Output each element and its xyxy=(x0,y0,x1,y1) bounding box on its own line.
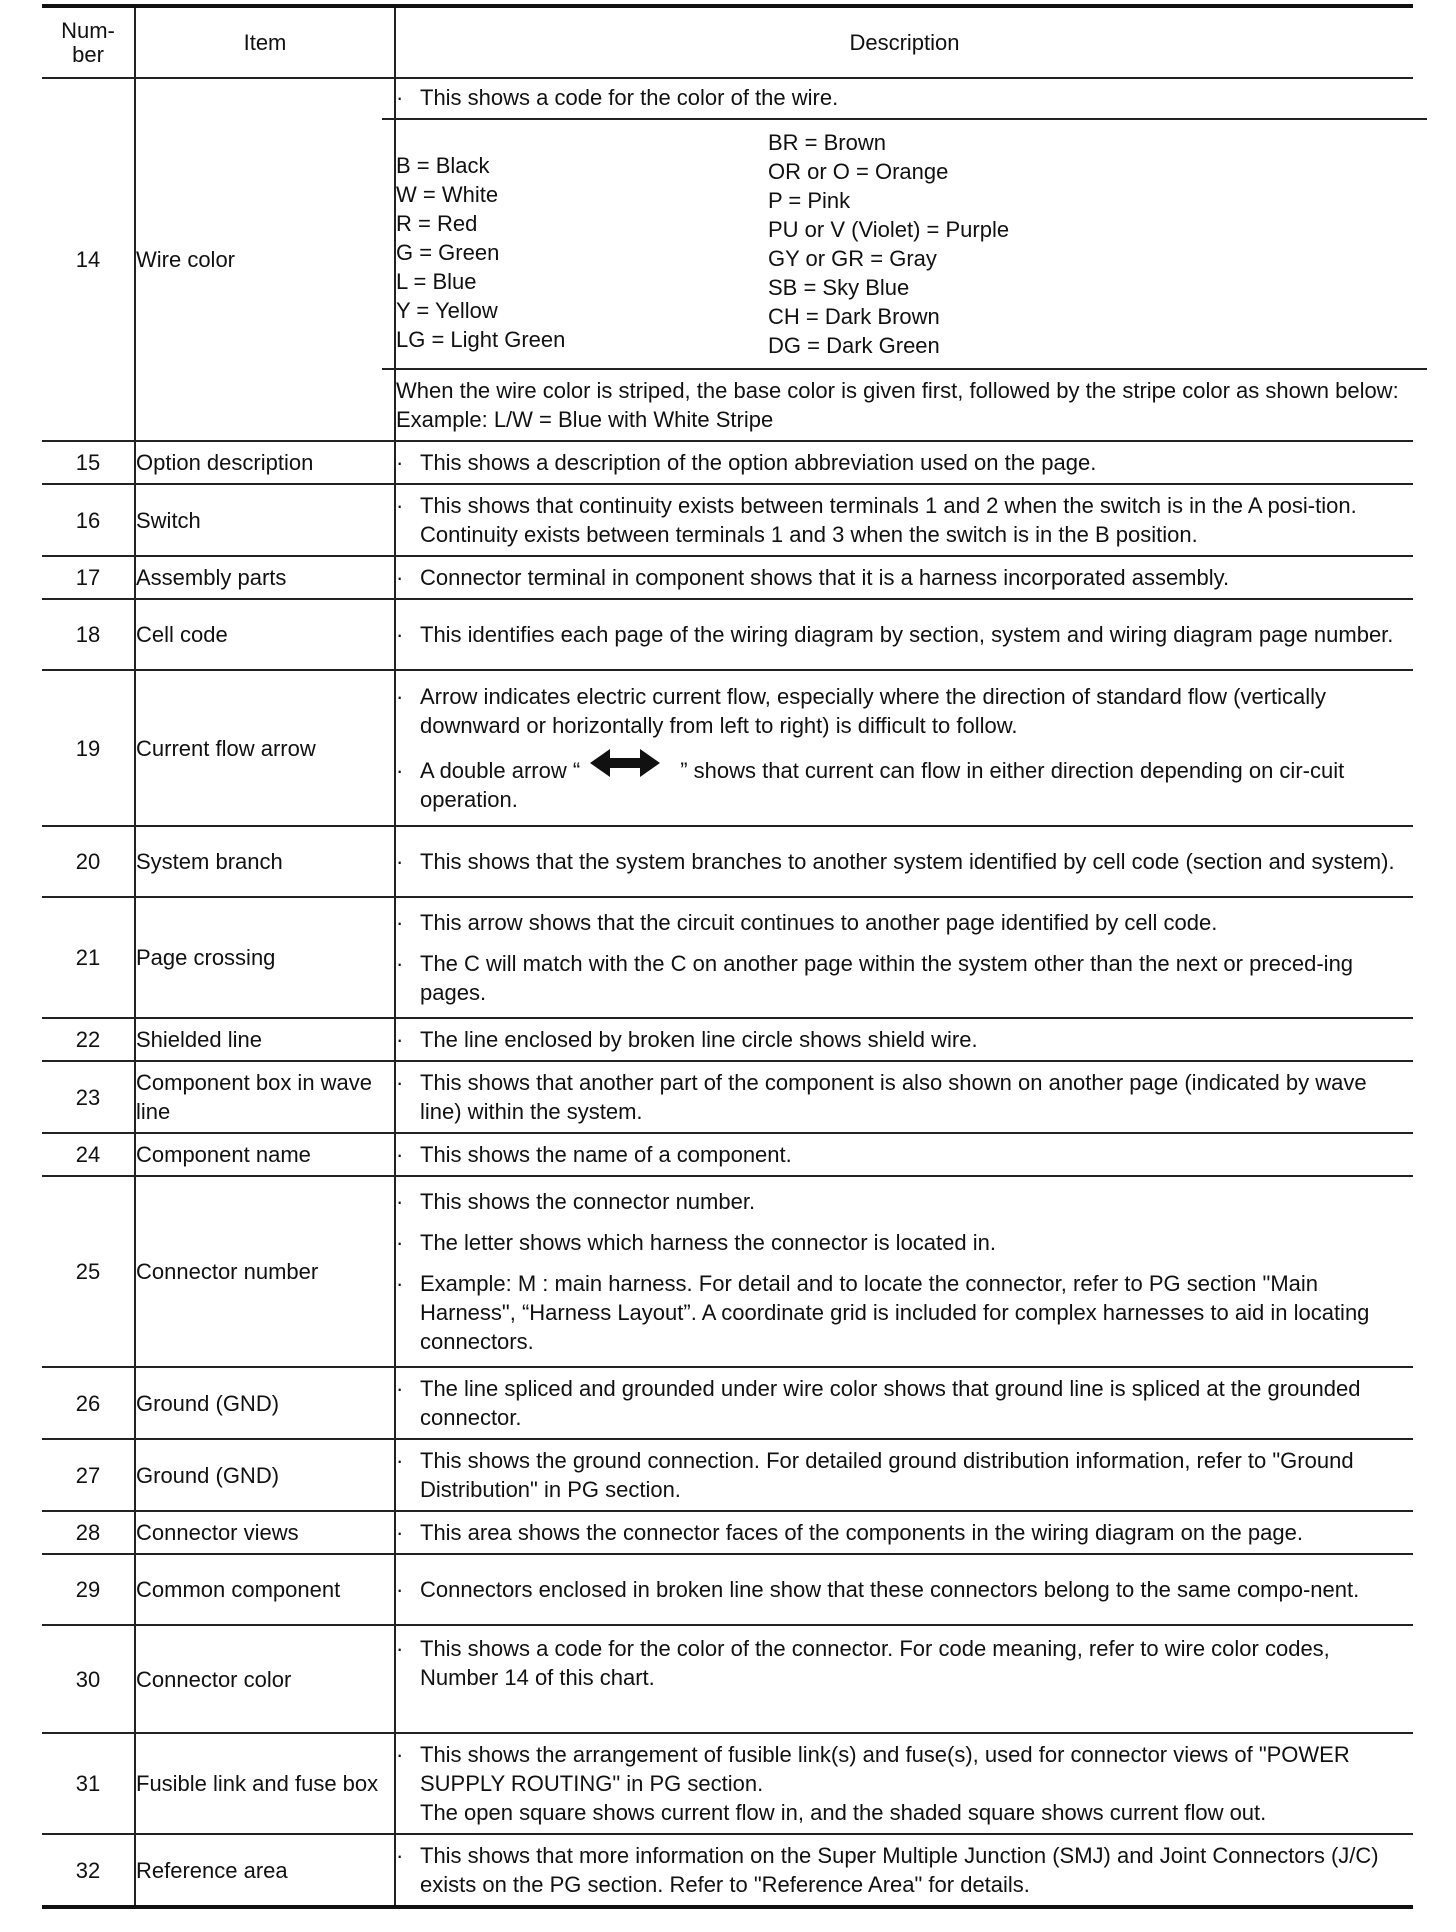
row-description xyxy=(395,1018,1413,1061)
description-bullet: This shows that another part of the component is also shown on another page (indicated by wave line) within the system. xyxy=(420,1070,1367,1124)
color-code: B = Black xyxy=(396,153,490,178)
bullet-icon: · xyxy=(396,1376,404,1401)
description-bullet-text: This shows the arrangement of fusible link(s) and fuse(s), used for connector views of "POWER SUPPLY ROUTING" in PG section. xyxy=(420,1742,1350,1796)
table-row-26 xyxy=(42,1367,1413,1439)
row-description xyxy=(395,1133,1413,1176)
row-item: Component name xyxy=(135,1133,395,1176)
row-description xyxy=(395,1176,1413,1367)
table-row-16 xyxy=(42,484,1413,556)
row-description xyxy=(395,484,1413,556)
color-code: P = Pink xyxy=(768,188,851,213)
color-code: OR or O = Orange xyxy=(768,159,949,184)
row-description xyxy=(395,1061,1413,1133)
table-row-23 xyxy=(42,1061,1413,1133)
row-item: Assembly parts xyxy=(135,556,395,599)
wire-color-codes-left xyxy=(396,128,768,360)
double-arrow-text-post: ” shows that current can flow in either direction depending on cir-cuit operation. xyxy=(420,757,1345,813)
striped-example: Example: L/W = Blue with White Stripe xyxy=(396,407,774,432)
row-number: 24 xyxy=(42,1133,135,1176)
description-bullet: Connector terminal in component shows that it is a harness incorporated assembly. xyxy=(420,565,1230,590)
row-description xyxy=(395,1554,1413,1625)
bullet-icon: · xyxy=(396,683,404,709)
description-bullet: Connectors enclosed in broken line show that these connectors belong to the same compo-nent. xyxy=(420,1577,1360,1602)
wiring-diagram-reference-table xyxy=(42,4,1413,1909)
row-description xyxy=(395,1625,1413,1733)
row-description xyxy=(395,826,1413,897)
header-row xyxy=(42,6,1413,78)
row-item: Current flow arrow xyxy=(135,670,395,826)
description-bullet xyxy=(420,1740,1413,1827)
color-code: G = Green xyxy=(396,240,500,265)
row-number: 25 xyxy=(42,1176,135,1367)
bullet-icon: · xyxy=(396,1027,404,1052)
table-row-19 xyxy=(42,670,1413,826)
header-number-text: Num- ber xyxy=(61,17,115,67)
row-description xyxy=(395,1367,1413,1439)
header-description xyxy=(395,6,1413,78)
row-number: 15 xyxy=(42,441,135,484)
bullet-icon: · xyxy=(396,849,404,874)
row-item: Shielded line xyxy=(135,1018,395,1061)
color-code: PU or V (Violet) = Purple xyxy=(768,217,1010,242)
table-row-14 xyxy=(42,78,1413,441)
bullet-icon: · xyxy=(396,1271,404,1296)
row-number: 32 xyxy=(42,1834,135,1907)
striped-explanation: When the wire color is striped, the base color is given first, followed by the stripe color as shown below: xyxy=(396,378,1399,403)
description-extra-text: The open square shows current flow in, and the shaded square shows current flow out. xyxy=(420,1800,1267,1825)
description-bullet: This shows the name of a component. xyxy=(420,1142,792,1167)
bullet-icon: · xyxy=(396,1742,404,1767)
row-item: Ground (GND) xyxy=(135,1439,395,1511)
description-bullet: Example: M : main harness. For detail and to locate the connector, refer to PG section "Main Harness", “Harness Layout”. A coordinate grid is included for complex harnesses to aid in locating connectors. xyxy=(420,1271,1370,1354)
double-arrow-icon xyxy=(590,748,660,785)
row-item: System branch xyxy=(135,826,395,897)
bullet-icon: · xyxy=(396,1448,404,1473)
header-description-text: Description xyxy=(849,30,960,55)
row-item: Option description xyxy=(135,441,395,484)
bullet-icon: · xyxy=(396,493,404,518)
row-number: 23 xyxy=(42,1061,135,1133)
color-code: GY or GR = Gray xyxy=(768,246,937,271)
row-number: 30 xyxy=(42,1625,135,1733)
table-row-20 xyxy=(42,826,1413,897)
description-bullet: This arrow shows that the circuit continues to another page identified by cell code. xyxy=(420,910,1218,935)
row-item: Connector number xyxy=(135,1176,395,1367)
bullet-icon: · xyxy=(396,1142,404,1167)
color-code: L = Blue xyxy=(396,269,477,294)
description-bullet: This shows a code for the color of the connector. For code meaning, refer to wire color codes, Number 14 of this chart. xyxy=(420,1636,1330,1690)
row-item: Switch xyxy=(135,484,395,556)
description-bullet: The letter shows which harness the connector is located in. xyxy=(420,1230,996,1255)
description-bullet: This area shows the connector faces of the components in the wiring diagram on the page. xyxy=(420,1520,1303,1545)
table-row-15 xyxy=(42,441,1413,484)
bullet-icon: · xyxy=(396,1636,404,1661)
color-code: Y = Yellow xyxy=(396,298,498,323)
color-code: W = White xyxy=(396,182,499,207)
row-number: 14 xyxy=(42,78,135,441)
description-bullet: The line enclosed by broken line circle shows shield wire. xyxy=(420,1027,978,1052)
bullet-icon: · xyxy=(396,910,404,935)
row-description xyxy=(395,441,1413,484)
table-row-24 xyxy=(42,1133,1413,1176)
row-number: 21 xyxy=(42,897,135,1018)
row-item: Component box in wave line xyxy=(135,1061,395,1133)
row-item: Cell code xyxy=(135,599,395,670)
table-row-30 xyxy=(42,1625,1413,1733)
wire-color-striped-section xyxy=(382,368,1427,440)
bullet-icon: · xyxy=(396,757,404,783)
row-item: Common component xyxy=(135,1554,395,1625)
row-item: Fusible link and fuse box xyxy=(135,1733,395,1834)
description-bullet: This shows that the system branches to another system identified by cell code (section and system). xyxy=(420,849,1395,874)
table-row-28 xyxy=(42,1511,1413,1554)
bullet-icon: · xyxy=(396,1843,404,1868)
bullet-icon: · xyxy=(396,85,404,110)
table-row-17 xyxy=(42,556,1413,599)
row-item: Ground (GND) xyxy=(135,1367,395,1439)
description-bullet: Arrow indicates electric current flow, especially where the direction of standard flow (vertically downward or horizontally from left to right) is difficult to follow. xyxy=(420,683,1327,738)
row-number: 18 xyxy=(42,599,135,670)
description-bullet: This shows a description of the option abbreviation used on the page. xyxy=(420,450,1097,475)
color-code: BR = Brown xyxy=(768,130,886,155)
bullet-icon: · xyxy=(396,1520,404,1545)
header-number xyxy=(42,6,135,78)
description-bullet: The line spliced and grounded under wire color shows that ground line is spliced at the grounded connector. xyxy=(420,1376,1361,1430)
bullet-icon: · xyxy=(396,1189,404,1214)
row-item: Reference area xyxy=(135,1834,395,1907)
wire-color-intro-section xyxy=(382,79,1427,118)
row-item: Connector color xyxy=(135,1625,395,1733)
description-bullet: This shows the connector number. xyxy=(420,1189,756,1214)
row-number: 31 xyxy=(42,1733,135,1834)
row-number: 29 xyxy=(42,1554,135,1625)
table-row-25 xyxy=(42,1176,1413,1367)
row-number: 22 xyxy=(42,1018,135,1061)
color-code: DG = Dark Green xyxy=(768,333,940,358)
header-item-text: Item xyxy=(243,30,287,55)
color-code: SB = Sky Blue xyxy=(768,275,910,300)
row-description xyxy=(395,556,1413,599)
double-arrow-text-pre: A double arrow “ xyxy=(420,757,581,783)
row-description xyxy=(395,1439,1413,1511)
bullet-icon: · xyxy=(396,565,404,590)
table-row-32 xyxy=(42,1834,1413,1907)
bullet-icon: · xyxy=(396,450,404,475)
wire-color-codes-section xyxy=(382,118,1427,368)
row-number: 16 xyxy=(42,484,135,556)
description-bullet: The C will match with the C on another page within the system other than the next or preced-ing pages. xyxy=(420,951,1354,1005)
row-item: Connector views xyxy=(135,1511,395,1554)
bullet-icon: · xyxy=(396,1577,404,1602)
description-bullet: This shows that more information on the Super Multiple Junction (SMJ) and Joint Connectors (J/C) exists on the PG section. Refer to "Reference Area" for details. xyxy=(420,1843,1379,1897)
description-bullet: This identifies each page of the wiring diagram by section, system and wiring diagram page number. xyxy=(420,622,1394,647)
row-number: 28 xyxy=(42,1511,135,1554)
header-item xyxy=(135,6,395,78)
color-code: R = Red xyxy=(396,211,478,236)
row-description xyxy=(395,1733,1413,1834)
color-code: LG = Light Green xyxy=(396,327,566,352)
description-bullet: This shows the ground connection. For detailed ground distribution information, refer to "Ground Distribution" in PG section. xyxy=(420,1448,1354,1502)
bullet-icon: · xyxy=(396,1230,404,1255)
row-description xyxy=(395,670,1413,826)
row-item: Wire color xyxy=(135,78,395,441)
description-bullet: This shows that continuity exists between terminals 1 and 2 when the switch is in the A posi-tion. Continuity exists between terminals 1 and 3 when the switch is in the B position. xyxy=(420,493,1357,547)
bullet-icon: · xyxy=(396,1070,404,1095)
row-number: 27 xyxy=(42,1439,135,1511)
table-row-22 xyxy=(42,1018,1413,1061)
row-item: Page crossing xyxy=(135,897,395,1018)
row-number: 26 xyxy=(42,1367,135,1439)
table-row-31 xyxy=(42,1733,1413,1834)
double-arrow-bullet xyxy=(420,756,1413,815)
bullet-icon: · xyxy=(396,951,404,976)
color-code: CH = Dark Brown xyxy=(768,304,940,329)
row-description xyxy=(395,897,1413,1018)
row-description xyxy=(395,599,1413,670)
table-row-18 xyxy=(42,599,1413,670)
row-description xyxy=(395,1511,1413,1554)
wire-color-intro: This shows a code for the color of the wire. xyxy=(420,85,839,110)
table-row-27 xyxy=(42,1439,1413,1511)
row-number: 17 xyxy=(42,556,135,599)
table-row-29 xyxy=(42,1554,1413,1625)
row-number: 20 xyxy=(42,826,135,897)
row-description xyxy=(395,78,1413,441)
row-description xyxy=(395,1834,1413,1907)
bullet-icon: · xyxy=(396,622,404,647)
row-number: 19 xyxy=(42,670,135,826)
wire-color-codes-right xyxy=(768,128,1413,360)
table-row-21 xyxy=(42,897,1413,1018)
